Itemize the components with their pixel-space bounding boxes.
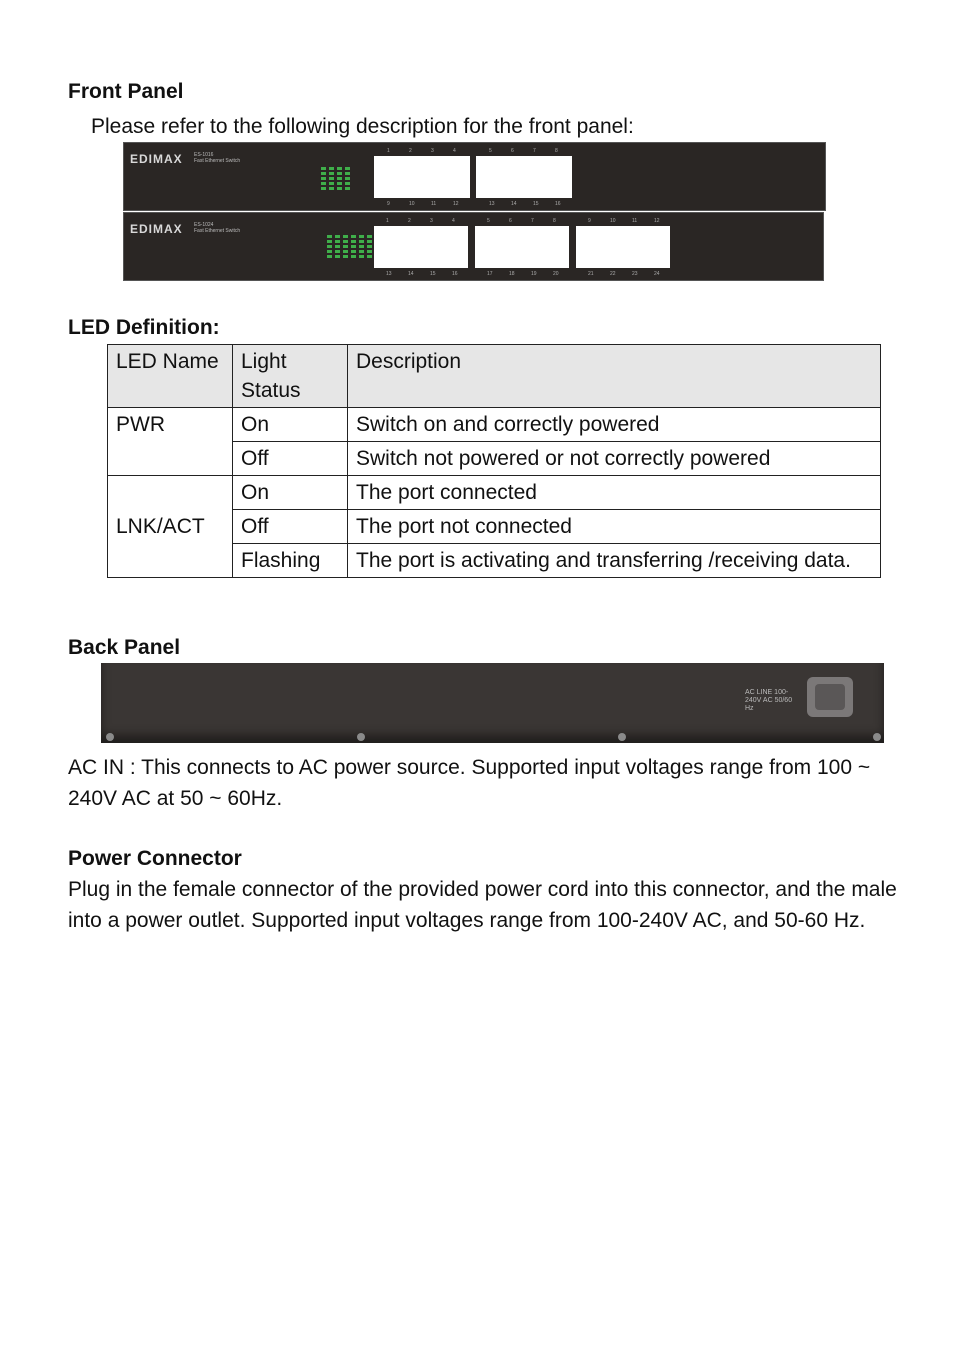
power-connector-description: Plug in the female connector of the provided power cord into this connector, and the male into a power outlet. Supported input voltages range from 100-240V AC, and 50-60 Hz. [68,878,897,932]
port-number: 15 [430,271,436,277]
switch-16-port-front-image [123,142,826,211]
port-number: 10 [610,218,616,224]
ac-line-label: AC LINE 100-240V AC 50/60 Hz [745,689,793,712]
switch-24-port-front-image [123,212,824,281]
led-definition-heading: LED Definition: [68,316,220,339]
port-number: 5 [487,218,490,224]
port-number: 22 [610,271,616,277]
front-panel-heading: Front Panel [68,80,184,103]
port-number: 16 [452,271,458,277]
ac-power-socket-icon [807,677,853,717]
port-number: 1 [387,148,390,154]
led-definition-table [107,344,881,578]
port-number: 12 [453,201,459,207]
table-row [108,476,881,510]
port-number: 19 [531,271,537,277]
screw-icon [618,733,626,741]
device-model: ES-1016 Fast Ethernet Switch [194,152,241,164]
port-number: 24 [654,271,660,277]
port-number: 9 [588,218,591,224]
port-number: 9 [387,201,390,207]
port-number: 5 [489,148,492,154]
light-status-cell: On [233,408,348,442]
port-number: 2 [409,148,412,154]
port-number: 15 [533,201,539,207]
port-number: 4 [453,148,456,154]
description-cell: Switch not powered or not correctly powered [348,442,881,476]
port-block-9-12 [576,226,670,268]
light-status-cell: Off [233,442,348,476]
port-number: 21 [588,271,594,277]
edimax-logo: EDIMAX [130,222,183,236]
port-number: 16 [555,201,561,207]
port-number: 14 [408,271,414,277]
description-cell: The port not connected [348,510,881,544]
column-header: LED Name [108,345,233,408]
light-status-cell: On [233,476,348,510]
port-block-5-8 [476,156,572,198]
port-number: 6 [511,148,514,154]
screw-icon [357,733,365,741]
port-number: 8 [553,218,556,224]
port-number: 12 [654,218,660,224]
port-number: 3 [431,148,434,154]
port-block-1-4 [374,226,468,268]
port-number: 23 [632,271,638,277]
port-number: 8 [555,148,558,154]
port-number: 3 [430,218,433,224]
port-number: 11 [431,201,437,207]
port-number: 14 [511,201,517,207]
table-row [108,408,881,442]
port-number: 7 [531,218,534,224]
back-panel-image [101,663,884,743]
screw-icon [873,733,881,741]
table-header-row [108,345,881,408]
port-number: 6 [509,218,512,224]
description-cell: The port is activating and transferring /receiving data. [348,544,881,578]
description-cell: Switch on and correctly powered [348,408,881,442]
port-number: 1 [386,218,389,224]
light-status-cell: Flashing [233,544,348,578]
port-number: 13 [489,201,495,207]
light-status-cell: Off [233,510,348,544]
power-connector-heading: Power Connector [68,847,242,870]
port-block-5-8 [475,226,569,268]
column-header: Description [348,345,881,408]
port-number: 17 [487,271,493,277]
led-name-cell: PWR [108,408,233,476]
port-number: 2 [408,218,411,224]
column-header: Light Status [233,345,348,408]
description-cell: The port connected [348,476,881,510]
screw-icon [106,733,114,741]
port-number: 11 [632,218,638,224]
back-panel-heading: Back Panel [68,636,181,659]
port-number: 4 [452,218,455,224]
port-number: 10 [409,201,415,207]
port-number: 13 [386,271,392,277]
port-number: 7 [533,148,536,154]
edimax-logo: EDIMAX [130,152,183,166]
port-block-1-4 [374,156,470,198]
led-array [308,235,372,260]
front-panel-intro: Please refer to the following description for the front panel: [91,115,634,138]
port-number: 18 [509,271,515,277]
device-model: ES-1024 Fast Ethernet Switch [194,222,241,234]
led-array [302,167,350,192]
port-number: 20 [553,271,559,277]
ac-in-description: AC IN : This connects to AC power source. Supported input voltages range from 100 ~ 240V AC at 50 ~ 60Hz. [68,756,871,810]
led-name-cell: LNK/ACT [108,476,233,578]
